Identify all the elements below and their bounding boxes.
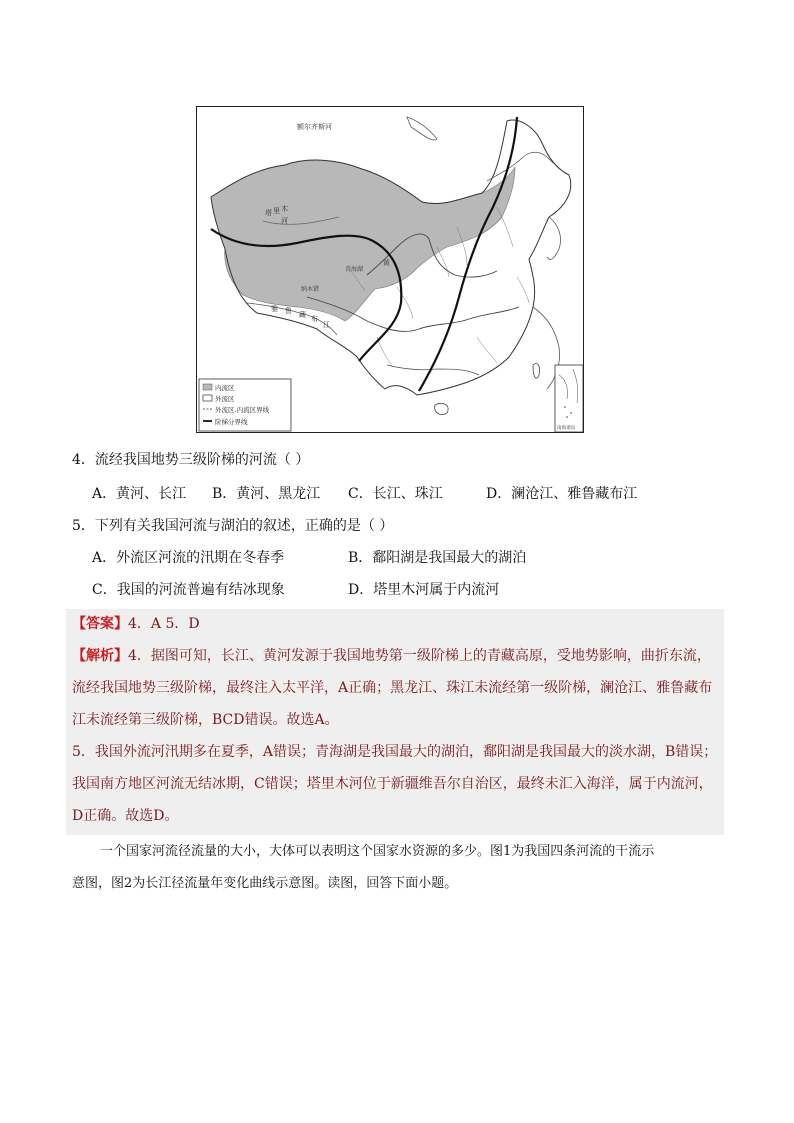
q5-option-d: D．塔里木河属于内流河	[348, 582, 500, 598]
label-nanmuzi: 纳木错	[301, 286, 320, 293]
label-tarim-b: 里	[273, 207, 280, 215]
answer-text: 4．A 5．D	[128, 616, 200, 632]
answer-line	[72, 614, 200, 634]
legend-inland: 内流区	[215, 384, 235, 392]
q5-option-c: C．我国的河流普遍有结冰现象	[92, 582, 285, 598]
analysis-line-3: 江未流经第三级阶梯，BCD错误。故选A。	[72, 712, 339, 728]
analysis-line-1	[72, 646, 711, 666]
analysis-line-2: 流经我国地势三级阶梯，最终注入太平洋，A正确；黑龙江、珠江未流经第一级阶梯，澜沧江、雅鲁藏布	[72, 680, 713, 696]
legend-outflow: 外流区	[215, 395, 235, 403]
label-tarim-d: 河	[281, 217, 288, 225]
answer-tag: 【答案】	[72, 616, 128, 632]
question-4-stem: 4．流经我国地势三级阶梯的河流（ ）	[72, 452, 310, 468]
question-5-stem: 5．下列有关我国河流与湖泊的叙述，正确的是（ ）	[72, 518, 394, 534]
label-huang: 黄	[383, 259, 390, 267]
lake-baikal	[407, 117, 437, 140]
q4-option-d: D．澜沧江、雅鲁藏布江	[486, 486, 638, 502]
q5-option-b: B．鄱阳湖是我国最大的湖泊	[348, 550, 527, 566]
q4-option-b: B．黄河、黑龙江	[212, 486, 321, 502]
q4-option-c: C．长江、珠江	[348, 486, 443, 502]
intro-line-1: 一个国家河流径流量的大小，大体可以表明这个国家水资源的多少。图1为我国四条河流的干流示	[100, 844, 655, 859]
hainan-island	[435, 403, 448, 414]
legend-boundary: 外流区.内流区界线	[215, 406, 270, 414]
analysis-text-1: 4．据图可知，长江、黄河发源于我国地势第一级阶梯上的青藏高原，受地势影响，曲折东流，	[128, 648, 711, 664]
map-legend	[199, 379, 291, 431]
label-yalu-a: 雅	[271, 305, 278, 313]
south-sea-inset	[555, 365, 583, 432]
china-river-map	[196, 106, 584, 433]
label-yalu-e: 江	[323, 321, 330, 329]
analysis-line-6: D正确。故选D。	[72, 808, 179, 824]
label-yalu-d: 布	[311, 315, 318, 323]
taiwan-island	[533, 363, 540, 378]
label-erqisi: 额尔齐斯河	[297, 123, 332, 131]
analysis-line-5: 我国南方地区河流无结冰期，C错误；塔里木河位于新疆维吾尔自治区，最终未汇入海洋，属于内流河，	[72, 776, 713, 792]
inland-region	[211, 160, 515, 321]
analysis-tag: 【解析】	[72, 648, 128, 664]
intro-line-2: 意图，图2为长江径流量年变化曲线示意图。读图，回答下面小题。	[72, 876, 458, 891]
label-south-sea: 南海诸岛	[557, 426, 576, 431]
q5-option-a: A．外流区河流的汛期在冬春季	[92, 550, 285, 566]
label-qinghai: 青海湖	[345, 266, 364, 273]
label-tarim-c: 木	[281, 205, 288, 213]
korea-peninsula	[547, 217, 561, 259]
analysis-line-4: 5．我国外流河汛期多在夏季，A错误；青海湖是我国最大的湖泊，鄱阳湖是我国最大的淡水湖，B错误；	[72, 744, 718, 760]
label-yalu-c: 藏	[299, 311, 306, 319]
label-yalu-b: 鲁	[285, 307, 292, 315]
label-tarim-a: 塔	[265, 209, 272, 217]
q4-option-a: A．黄河、长江	[92, 486, 187, 502]
legend-step: 阶梯分界线	[215, 418, 248, 426]
map-svg	[197, 107, 583, 432]
answer-analysis-block	[66, 609, 724, 835]
